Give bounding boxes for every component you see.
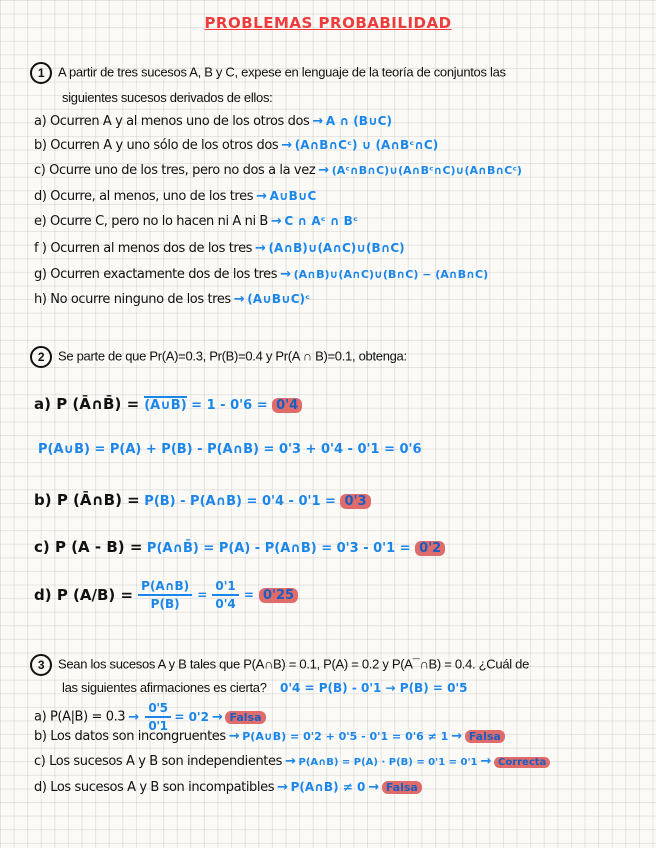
arrow-icon: → (368, 780, 379, 795)
fraction: $\frac{0'5}{0'1}$ (145, 700, 170, 734)
arrow-icon: → (270, 214, 282, 229)
problem-1-intro: 1 A partir de tres sucesos A, B y C, expese en lenguaje de la teoría de conjuntos las (30, 62, 506, 84)
list-item: b) Los datos son incongruentes → P(A∪B) = 0'2 + 0'5 - 0'1 = 0'6 ≠ 1 → Falsa (34, 729, 505, 744)
list-item: g) Ocurren exactamente dos de los tres → (A∩B)∪(A∩C)∪(B∩C) − (A∩B∩C) (34, 267, 489, 282)
answer-2d: d) P (A/B) = $\frac{P(A\cap B)}{P(B)}$ = $\frac{0'1}{0'4}$ = 0'25 (34, 578, 298, 612)
arrow-icon: → (233, 292, 245, 307)
list-item: a) P(A|B) = 0.3 → $\frac{0'5}{0'1}$ = 0'2 → Falsa (34, 700, 266, 734)
arrow-icon: → (277, 780, 288, 795)
answer-2a: a) P (Ā∩B̄) = (A∪B) = 1 - 0'6 = 0'4 (34, 394, 302, 413)
problem-number-badge: 2 (30, 346, 52, 368)
status-badge: Correcta (494, 757, 550, 768)
problem-number-badge: 3 (30, 654, 52, 676)
fraction: $\frac{P(A\cap B)}{P(B)}$ (138, 578, 192, 612)
arrow-icon: → (256, 189, 267, 204)
list-item: b) Ocurren A y uno sólo de los otros dos → (A∩B∩Cᶜ) ∪ (A∩Bᶜ∩C) (34, 138, 439, 153)
problem-2-intro: 2 Se parte de que Pr(A)=0.3, Pr(B)=0.4 y Pr(A ∩ B)=0.1, obtenga: (30, 346, 407, 368)
list-item: f ) Ocurren al menos dos de los tres → (A∩B)∪(A∩C)∪(B∩C) (34, 241, 405, 256)
arrow-icon: → (284, 754, 296, 769)
arrow-icon: → (312, 114, 323, 129)
list-item: d) Ocurre, al menos, uno de los tres → A∪B∪C (34, 189, 317, 204)
page-title: PROBLEMAS PROBABILIDAD (204, 14, 452, 32)
answer-2b: b) P (Ā∩B) = P(B) - P(A∩B) = 0'4 - 0'1 = 0'3 (34, 490, 371, 509)
list-item: h) No ocurre ninguno de los tres → (A∪B∪C)ᶜ (34, 292, 310, 307)
status-badge: Falsa (465, 730, 505, 743)
arrow-icon: → (228, 729, 240, 744)
arrow-icon: → (280, 267, 291, 282)
arrow-icon: → (318, 163, 329, 178)
arrow-icon: → (211, 709, 223, 725)
list-item: c) Ocurre uno de los tres, pero no dos a la vez → (Aᶜ∩B∩C)∪(A∩Bᶜ∩C)∪(A∩B∩Cᶜ) (34, 163, 522, 178)
problem-1-intro-line2: siguientes sucesos derivados de ellos: (62, 90, 273, 105)
list-item: a) Ocurren A y al menos uno de los otros dos → A ∩ (B∪C) (34, 114, 392, 129)
problem-3-intro-line2: las siguientes afirmaciones es cierta? 0'4 = P(B) - 0'1 → P(B) = 0'5 (62, 680, 468, 695)
list-item: e) Ocurre C, pero no lo hacen ni A ni B → C ∩ Aᶜ ∩ Bᶜ (34, 214, 358, 229)
list-item: d) Los sucesos A y B son incompatibles → P(A∩B) ≠ 0 → Falsa (34, 780, 422, 795)
status-badge: Falsa (382, 781, 422, 794)
fraction: $\frac{0'1}{0'4}$ (212, 578, 238, 612)
problem-3-intro: 3 Sean los sucesos A y B tales que P(A∩B) = 0.1, P(A) = 0.2 y P(A¯∩B) = 0.4. ¿Cuál de (30, 654, 529, 676)
list-item: c) Los sucesos A y B son independientes → P(A∩B) = P(A) · P(B) = 0'1 = 0'1 → Correcta (34, 754, 550, 769)
arrow-icon: → (255, 241, 266, 256)
arrow-icon: → (451, 729, 462, 744)
arrow-icon: → (480, 754, 491, 769)
problem-number-badge: 1 (30, 62, 52, 84)
arrow-icon: → (128, 709, 139, 725)
answer-2c: c) P (A - B) = P(A∩B̄) = P(A) - P(A∩B) = 0'3 - 0'1 = 0'2 (34, 537, 445, 556)
union-formula: P(A∪B) = P(A) + P(B) - P(A∩B) = 0'3 + 0'4 - 0'1 = 0'6 (38, 442, 422, 457)
status-badge: Falsa (225, 711, 265, 724)
arrow-icon: → (281, 138, 292, 153)
